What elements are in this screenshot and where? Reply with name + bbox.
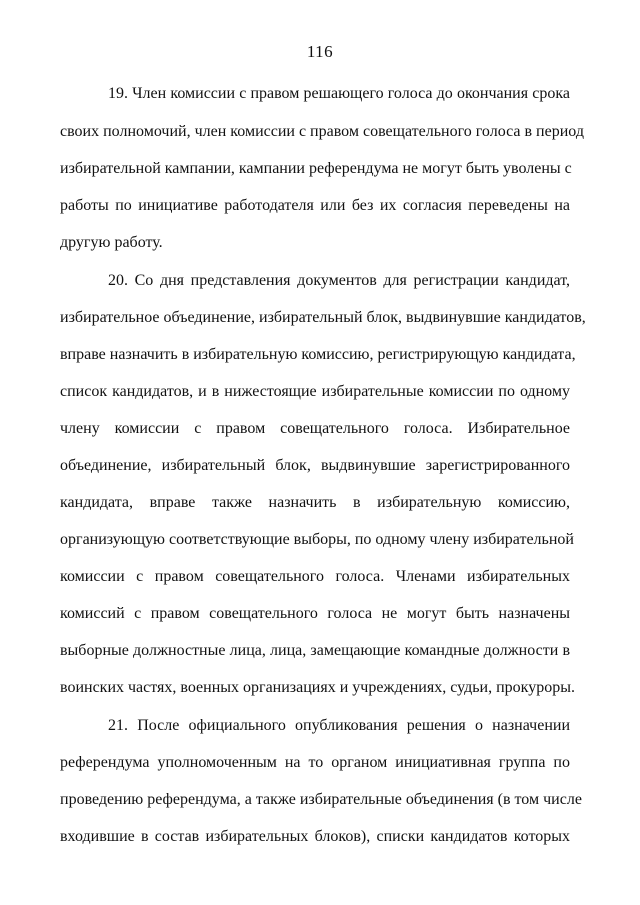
paragraph-20-line: воинских частях, военных организациях и учреждениях, судьи, прокуроры.	[60, 679, 575, 696]
paragraph-20-line: список кандидатов, и в нижестоящие избирательные комиссии по одному	[60, 383, 570, 400]
paragraph-20-line: избирательное объединение, избирательный блок, выдвинувшие кандидатов,	[60, 309, 586, 326]
paragraph-19-line: своих полномочий, член комиссии с правом совещательного голоса в период	[60, 123, 584, 140]
paragraph-20-line: выборные должностные лица, лица, замещающие командные должности в	[60, 642, 570, 659]
paragraph-19-line: 19. Член комиссии с правом решающего голоса до окончания срока	[108, 85, 570, 102]
paragraph-21-line: входившие в состав избирательных блоков), списки кандидатов которых	[60, 828, 570, 845]
paragraph-20-line: вправе назначить в избирательную комиссию, регистрирующую кандидата,	[60, 346, 576, 363]
paragraph-20-line: объединение, избирательный блок, выдвинувшие зарегистрированного	[60, 457, 570, 474]
paragraph-20-line: члену комиссии с правом совещательного голоса. Избирательное	[60, 420, 570, 437]
paragraph-19-line: другую работу.	[60, 234, 163, 251]
paragraph-20-line: организующую соответствующие выборы, по одному члену избирательной	[60, 531, 574, 548]
paragraph-20-line: комиссий с правом совещательного голоса не могут быть назначены	[60, 605, 570, 622]
paragraph-21-line: проведению референдума, а также избирательные объединения (в том числе	[60, 791, 582, 808]
paragraph-20-line: кандидата, вправе также назначить в избирательную комиссию,	[60, 494, 570, 511]
paragraph-20-line: 20. Со дня представления документов для регистрации кандидат,	[108, 272, 570, 289]
paragraph-20-line: комиссии с правом совещательного голоса. Членами избирательных	[60, 568, 570, 585]
paragraph-21-line: референдума уполномоченным на то органом инициативная группа по	[60, 754, 570, 771]
paragraph-21-line: 21. После официального опубликования решения о назначении	[108, 717, 570, 734]
paragraph-19-line: работы по инициативе работодателя или без их согласия переведены на	[60, 197, 570, 214]
paragraph-19-line: избирательной кампании, кампании референдума не могут быть уволены с	[60, 160, 572, 177]
page-number: 116	[306, 42, 334, 61]
